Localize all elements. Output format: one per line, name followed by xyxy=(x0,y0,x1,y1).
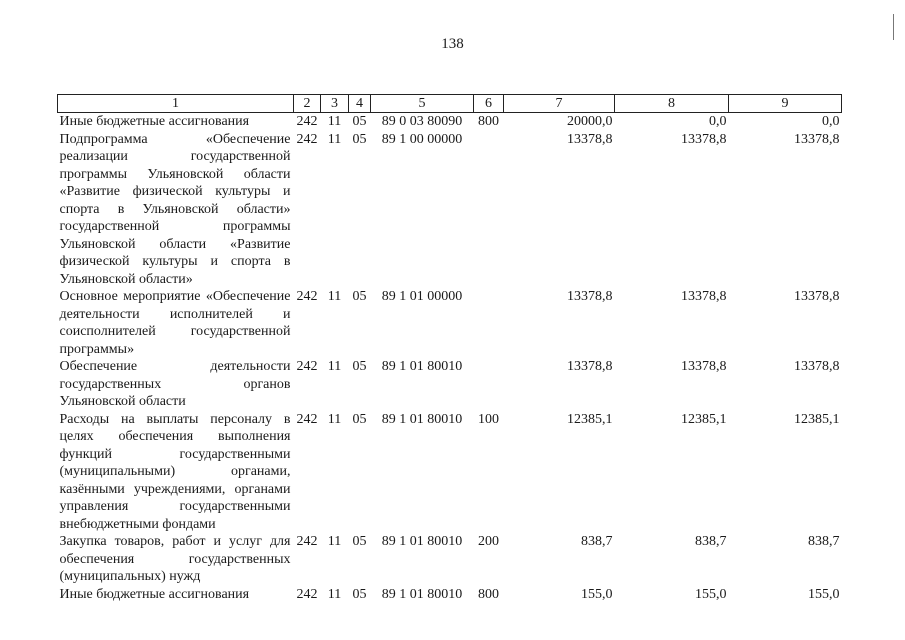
row-amount-9: 13378,8 xyxy=(794,289,840,304)
table-row xyxy=(58,586,842,604)
row-name: Закупка товаров, работ и услуг для обеспечения государственных (муниципальных) нужд xyxy=(59,534,291,584)
row-ministry-code: 242 xyxy=(296,534,318,549)
row-ministry-code: 242 xyxy=(296,359,318,374)
row-subsection-code: 05 xyxy=(352,411,367,427)
row-name: Иные бюджетные ассигнования xyxy=(59,114,250,129)
header-cell-3: 3 xyxy=(321,95,349,113)
row-amount-9: 0,0 xyxy=(822,114,840,129)
row-expense-type: 200 xyxy=(478,534,499,549)
row-section-code: 11 xyxy=(327,114,342,129)
row-name: Основное мероприятие «Обеспечение деятельности исполнителей и соисполнителей государственной программы» xyxy=(59,289,291,357)
page-number: 138 xyxy=(441,36,464,52)
row-name: Обеспечение деятельности государственных органов Ульяновской области xyxy=(59,359,291,409)
row-section-code: 11 xyxy=(327,131,342,147)
row-amount-7: 13378,8 xyxy=(567,131,613,147)
row-target-code: 89 1 01 80010 xyxy=(381,534,463,549)
row-ministry-code: 242 xyxy=(296,114,318,129)
row-amount-8: 838,7 xyxy=(695,534,727,549)
row-amount-7: 20000,0 xyxy=(567,114,613,129)
margin-line xyxy=(893,14,894,40)
row-expense-type: 800 xyxy=(478,114,499,129)
row-target-code: 89 0 03 80090 xyxy=(381,114,463,129)
row-amount-9: 155,0 xyxy=(808,586,840,602)
row-amount-7: 12385,1 xyxy=(567,411,613,427)
row-target-code: 89 1 00 00000 xyxy=(381,131,463,147)
row-amount-7: 838,7 xyxy=(581,534,613,549)
row-name: Иные бюджетные ассигнования xyxy=(59,586,250,602)
header-cell-1: 1 xyxy=(58,95,294,113)
row-subsection-code: 05 xyxy=(352,131,367,147)
row-ministry-code: 242 xyxy=(296,131,318,147)
row-section-code: 11 xyxy=(327,411,342,427)
row-section-code: 11 xyxy=(327,289,342,304)
header-cell-7: 7 xyxy=(504,95,615,113)
row-subsection-code: 05 xyxy=(352,586,367,602)
row-expense-type: 100 xyxy=(478,411,499,427)
row-amount-7: 13378,8 xyxy=(567,289,613,304)
header-cell-8: 8 xyxy=(615,95,729,113)
row-target-code: 89 1 01 00000 xyxy=(381,289,463,304)
row-expense-type xyxy=(474,288,504,358)
row-name: Расходы на выплаты персоналу в целях обеспечения выполнения функций государственными (муниципальными) органами, казёнными учреждениями, органами управления государственными внебюджетными фондами xyxy=(59,411,291,532)
header-cell-9: 9 xyxy=(729,95,842,113)
row-amount-8: 13378,8 xyxy=(681,289,727,304)
row-target-code: 89 1 01 80010 xyxy=(381,411,463,427)
table-row xyxy=(58,411,842,534)
row-subsection-code: 05 xyxy=(352,534,367,549)
row-amount-9: 12385,1 xyxy=(794,411,840,427)
row-subsection-code: 05 xyxy=(352,289,367,304)
row-amount-9: 838,7 xyxy=(808,534,840,549)
row-expense-type: 800 xyxy=(478,586,499,602)
row-amount-8: 13378,8 xyxy=(681,359,727,374)
row-amount-9: 13378,8 xyxy=(794,131,840,147)
row-ministry-code: 242 xyxy=(296,586,318,602)
table-row xyxy=(58,533,842,586)
row-amount-8: 12385,1 xyxy=(681,411,727,427)
row-section-code: 11 xyxy=(327,586,342,602)
row-amount-8: 0,0 xyxy=(709,114,727,129)
row-expense-type xyxy=(474,358,504,411)
row-subsection-code: 05 xyxy=(352,114,367,129)
row-expense-type xyxy=(474,131,504,289)
row-target-code: 89 1 01 80010 xyxy=(381,359,463,374)
header-cell-4: 4 xyxy=(349,95,371,113)
header-cell-5: 5 xyxy=(371,95,474,113)
row-amount-9: 13378,8 xyxy=(794,359,840,374)
row-ministry-code: 242 xyxy=(296,411,318,427)
row-ministry-code: 242 xyxy=(296,289,318,304)
budget-table xyxy=(57,94,842,603)
row-amount-7: 13378,8 xyxy=(567,359,613,374)
table-row xyxy=(58,288,842,358)
row-section-code: 11 xyxy=(327,534,342,549)
header-cell-2: 2 xyxy=(294,95,321,113)
header-row xyxy=(58,95,842,113)
row-amount-8: 13378,8 xyxy=(681,131,727,147)
row-target-code: 89 1 01 80010 xyxy=(381,586,463,602)
row-amount-7: 155,0 xyxy=(581,586,613,602)
header-cell-6: 6 xyxy=(474,95,504,113)
table-row xyxy=(58,113,842,131)
row-amount-8: 155,0 xyxy=(695,586,727,602)
row-section-code: 11 xyxy=(327,359,342,374)
table-row xyxy=(58,131,842,289)
row-subsection-code: 05 xyxy=(352,359,367,374)
row-name: Подпрограмма «Обеспечение реализации государственной программы Ульяновской области «Развитие физической культуры и спорта в Ульяновской области» государственной программы Ульяновской области «Развитие физической культуры и спорта в Ульяновской области» xyxy=(59,131,291,287)
table-row xyxy=(58,358,842,411)
